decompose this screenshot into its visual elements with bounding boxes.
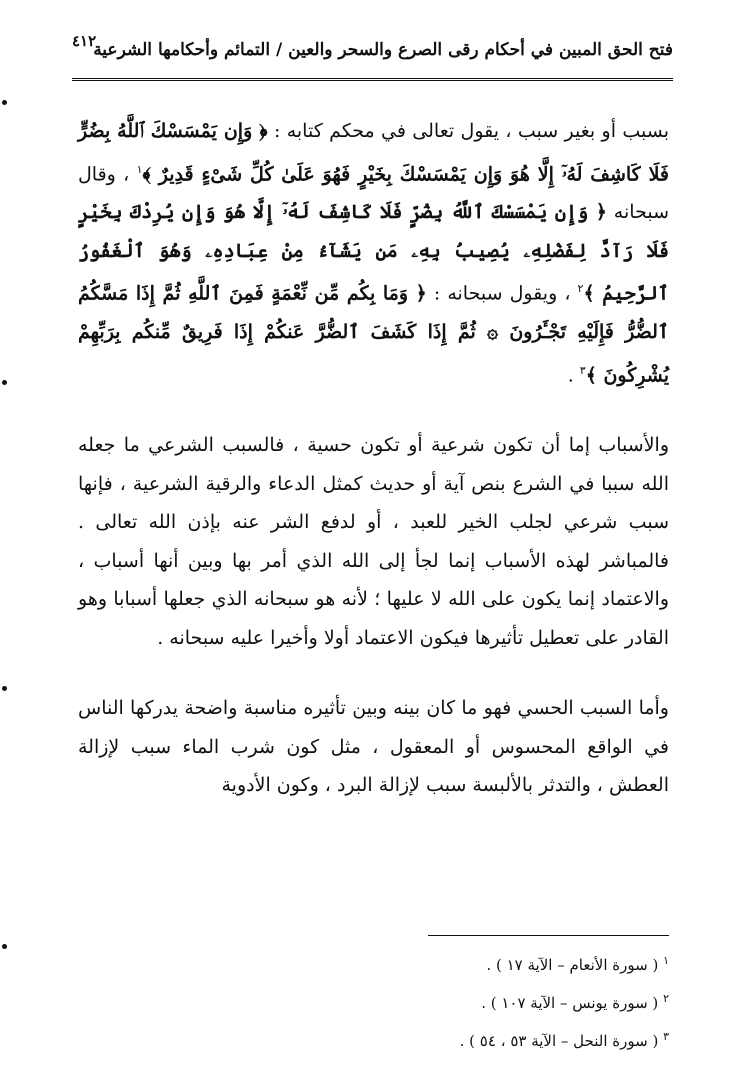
quran-verse: ﴿ وَإِن يَمْسَسْكَ ٱللَّهُ بِضُرٍّ فَلَا كَاشِفَ لَهُۥٓ إِلَّا هُوَ وَإِن يُرِدْكَ بِخَيْرٍ فَلَا رَآدَّ لِفَضْلِهِۦ يُصِيبُ بِهِۦ مَن يَشَآءُ مِنْ عِبَادِهِۦ وَهُوَ ٱلْغَفُورُ ٱلرَّحِيمُ ﴾ (78, 201, 669, 305)
quran-verse: ﴿ وَمَا بِكُم مِّن نِّعْمَةٍ فَمِنَ ٱللَّهِ ثُمَّ إِذَا مَسَّكُمُ ٱلضُّرُّ فَإِلَيْهِ تَجْـَٔرُونَ ۞ ثُمَّ إِذَا كَشَفَ ٱلضُّرَّ عَنكُمْ إِذَا فَرِيقٌ مِّنكُم بِرَبِّهِمْ يُشْرِكُونَ ﴾ (78, 282, 669, 386)
footnote-1 (460, 944, 669, 982)
running-header (72, 30, 673, 76)
body-text-run: بسبب أو بغير سبب ، يقول تعالى في محكم كتابه : (267, 120, 669, 142)
book-title: فتح الحق المبين في أحكام رقى الصرع والسحر والعين / التمائم وأحكامها الشرعية (93, 40, 673, 60)
footnote-text: ( سورة الأنعام – الآية ١٧ ) . (486, 956, 659, 974)
paragraph-2 (78, 426, 669, 657)
footnote-text: ( سورة يونس – الآية ١٠٧ ) . (481, 994, 659, 1012)
footnote-3 (460, 1020, 669, 1058)
footnote-ref: ١ (136, 162, 143, 176)
margin-mark (2, 100, 7, 105)
footnote-marker: ٣ (663, 1030, 669, 1043)
footnote-marker: ٢ (663, 992, 669, 1005)
footnotes (460, 944, 669, 1058)
page-number: ٤١٢ (72, 32, 97, 50)
footnote-text: ( سورة النحل – الآية ٥٣ ، ٥٤ ) . (459, 1032, 659, 1050)
main-text (78, 112, 669, 805)
body-text-run: ، ويقول سبحانه : (426, 282, 578, 305)
paragraph-3 (78, 689, 669, 805)
body-text-run: وأما السبب الحسي فهو ما كان بينه وبين تأثيره مناسبة واضحة يدركها الناس في الواقع المحسوس أو المعقول ، مثل كون شرب الماء سبب لإزالة العطش ، والتدثر بالألبسة سبب لإزالة البرد ، وكون الأدوية (78, 697, 669, 797)
paragraph-1 (78, 112, 669, 394)
footnote-ref: ٣ (579, 363, 586, 377)
footnote-rule (428, 935, 669, 936)
footnote-2 (460, 982, 669, 1020)
body-text-run: والأسباب إما أن تكون شرعية أو تكون حسية ، فالسبب الشرعي ما جعله الله سببا في الشرع بنص آية أو حديث كمثل الدعاء والرقية الشرعية ، فإنها سبب شرعي لجلب الخير للعبد ، أو لدفع الشر عنه بإذن الله تعالى . فالمباشر لهذه الأسباب إنما لجأ إلى الله الذي أمر بها وبين أنها أسباب ، والاعتماد إنما يكون على الله لا عليها ؛ لأنه هو سبحانه الذي جعلها أسبابا وهو القادر على تعطيل تأثيرها فيكون الاعتماد أولا وأخيرا عليه سبحانه . (78, 434, 669, 649)
header-rule (72, 78, 673, 81)
margin-mark (2, 380, 7, 385)
quran-verse: ﴿ وَإِن يَمْسَسْكَ ٱللَّهُ بِضُرٍّ فَلَا كَاشِفَ لَهُۥٓ إِلَّا هُوَ وَإِن يَمْسَسْكَ بِخَيْرٍ فَهُوَ عَلَىٰ كُلِّ شَىْءٍ قَدِيرٌ ﴾ (78, 120, 669, 185)
margin-mark (2, 944, 7, 949)
footnote-ref: ٢ (577, 282, 584, 296)
body-text-run: ، وقال سبحانه (78, 162, 669, 224)
margin-mark (2, 686, 7, 691)
footnote-marker: ١ (663, 954, 669, 967)
body-text-run: . (567, 363, 580, 386)
